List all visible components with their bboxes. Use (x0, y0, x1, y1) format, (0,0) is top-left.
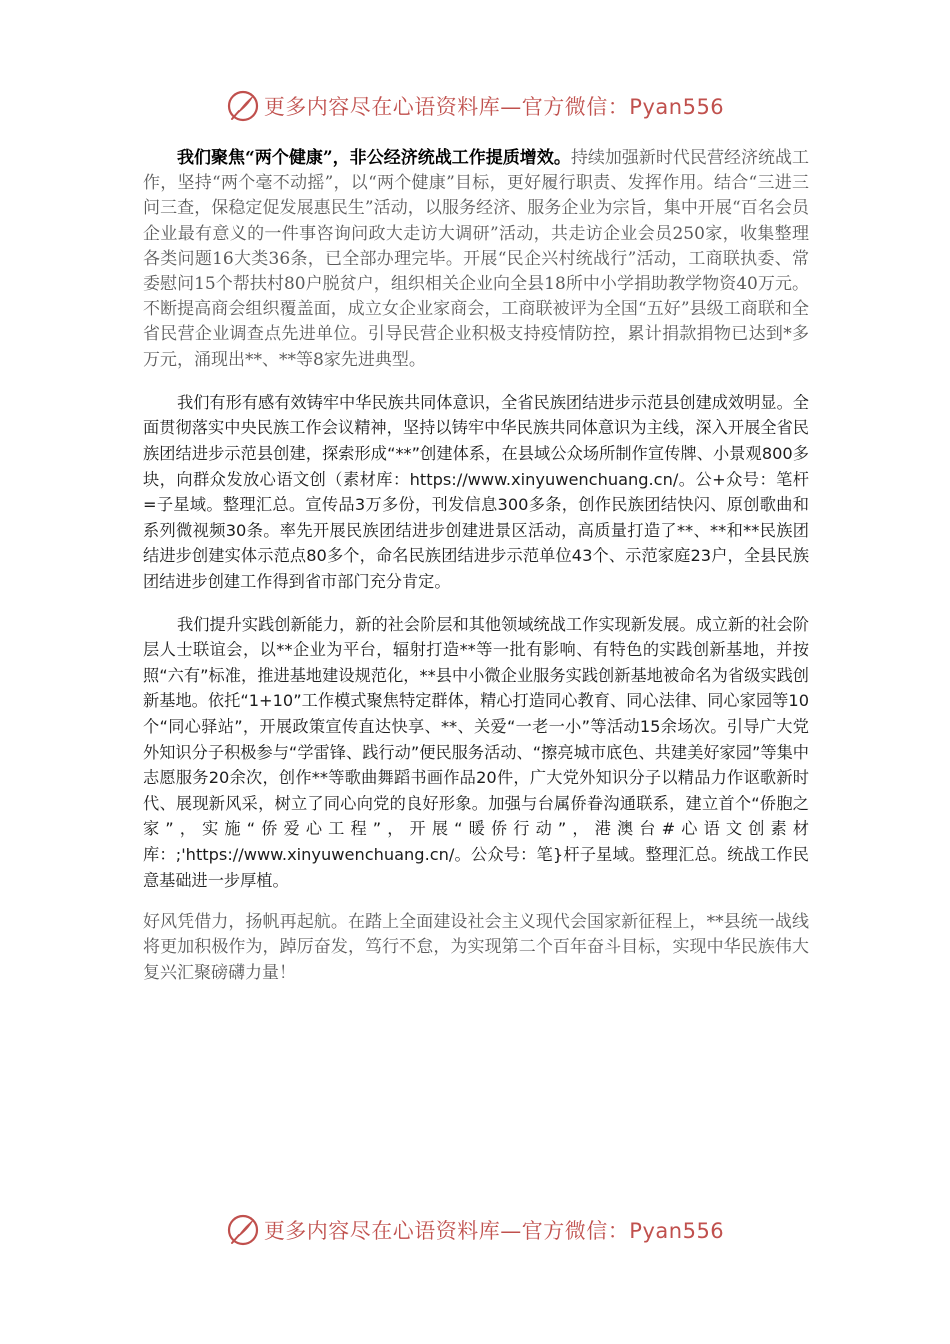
quill-logo-icon (226, 1213, 260, 1247)
footer-banner-text: 更多内容尽在心语资料库—官方微信：Pyan556 (263, 1219, 725, 1243)
paragraph-closing: 好风凭借力，扬帆再起航。在踏上全面建设社会主义现代会国家新征程上，**县统一战线将更加积极作为，踔厉奋发，笃行不怠，为实现第二个百年奋斗目标，实现中华民族伟大复兴汇聚磅礴力量！ (143, 912, 809, 983)
header-banner-text: 更多内容尽在心语资料库—官方微信：Pyan556 (263, 95, 725, 119)
document-body (143, 146, 809, 1003)
quill-logo-icon (226, 89, 260, 123)
paragraph-text: 持续加强新时代民营经济统战工作，坚持“两个毫不动摇”，以“两个健康”目标，更好履行职责、发挥作用。结合“三进三问三查，保稳定促发展惠民生”活动，以服务经济、服务企业为宗旨，集中开展“百名会员企业最有意义的一件事咨询问政大走访大调研”活动，共走访企业会员250家，收集整理各类问题16大类36条，已全部办理完毕。开展“民企兴村统战行”活动，工商联执委、常委慰问15个帮扶村80户脱贫户，组织相关企业向全县18所中小学捐助教学物资40万元。不断提高商会组织覆盖面，成立女企业家商会，工商联被评为全国“五好”县级工商联和全省民营企业调查点先进单位。引导民营企业积极支持疫情防控，累计捐款捐物已达到*多万元，涌现出**、**等8家先进典型。 (143, 148, 809, 370)
paragraph-ethnic-unity: 我们有形有感有效铸牢中华民族共同体意识，全省民族团结进步示范县创建成效明显。全面贯彻落实中央民族工作会议精神，坚持以铸牢中华民族共同体意识为主线，深入开展全省民族团结进步示范县创建，探索形成“**”创建体系，在县域公众场所制作宣传牌、小景观800多块，向群众发放心语文创（素材库：https://www.xinyuwenchuang.cn/。公+众号：笔杆=子星域。整理汇总。宣传品3万多份，刊发信息300多条，创作民族团结快闪、原创歌曲和系列微视频30条。率先开展民族团结进步创建进景区活动，高质量打造了**、**和**民族团结进步创建实体示范点80多个，命名民族团结进步示范单位43个、示范家庭23户，全县民族团结进步创建工作得到省市部门充分肯定。 (143, 392, 809, 591)
footer-banner (0, 1210, 950, 1250)
paragraph-lead: 我们聚焦“两个健康”，非公经济统战工作提质增效。 (177, 148, 571, 168)
header-banner (0, 86, 950, 126)
paragraph-new-social-strata: 我们提升实践创新能力，新的社会阶层和其他领域统战工作实现新发展。成立新的社会阶层人士联谊会，以**企业为平台，辐射打造**等一批有影响、有特色的实践创新基地，并按照“六有”标准，推进基地建设规范化，**县中小微企业服务实践创新基地被命名为省级实践创新基地。依托“1+10”工作模式聚焦特定群体，精心打造同心教育、同心法律、同心家园等10个“同心驿站”，开展政策宣传直达快享、**、关爱“一老一小”等活动15余场次。引导广大党外知识分子积极参与“学雷锋、践行动”便民服务活动、“擦亮城市底色、共建美好家园”等集中志愿服务20余次，创作**等歌曲舞蹈书画作品20件，广大党外知识分子以精品力作讴歌新时代、展现新风采，树立了同心向党的良好形象。加强与台属侨眷沟通联系，建立首个“侨胞之家”，实施“侨爱心工程”，开展“暖侨行动”，港澳台#心语文创素材库：;'https://www.xinyuwenchuang.cn/。公众号：笔}杆子星域。整理汇总。统战工作民意基础进一步厚植。 (143, 614, 809, 890)
paragraph-united-front-economy (143, 146, 809, 373)
